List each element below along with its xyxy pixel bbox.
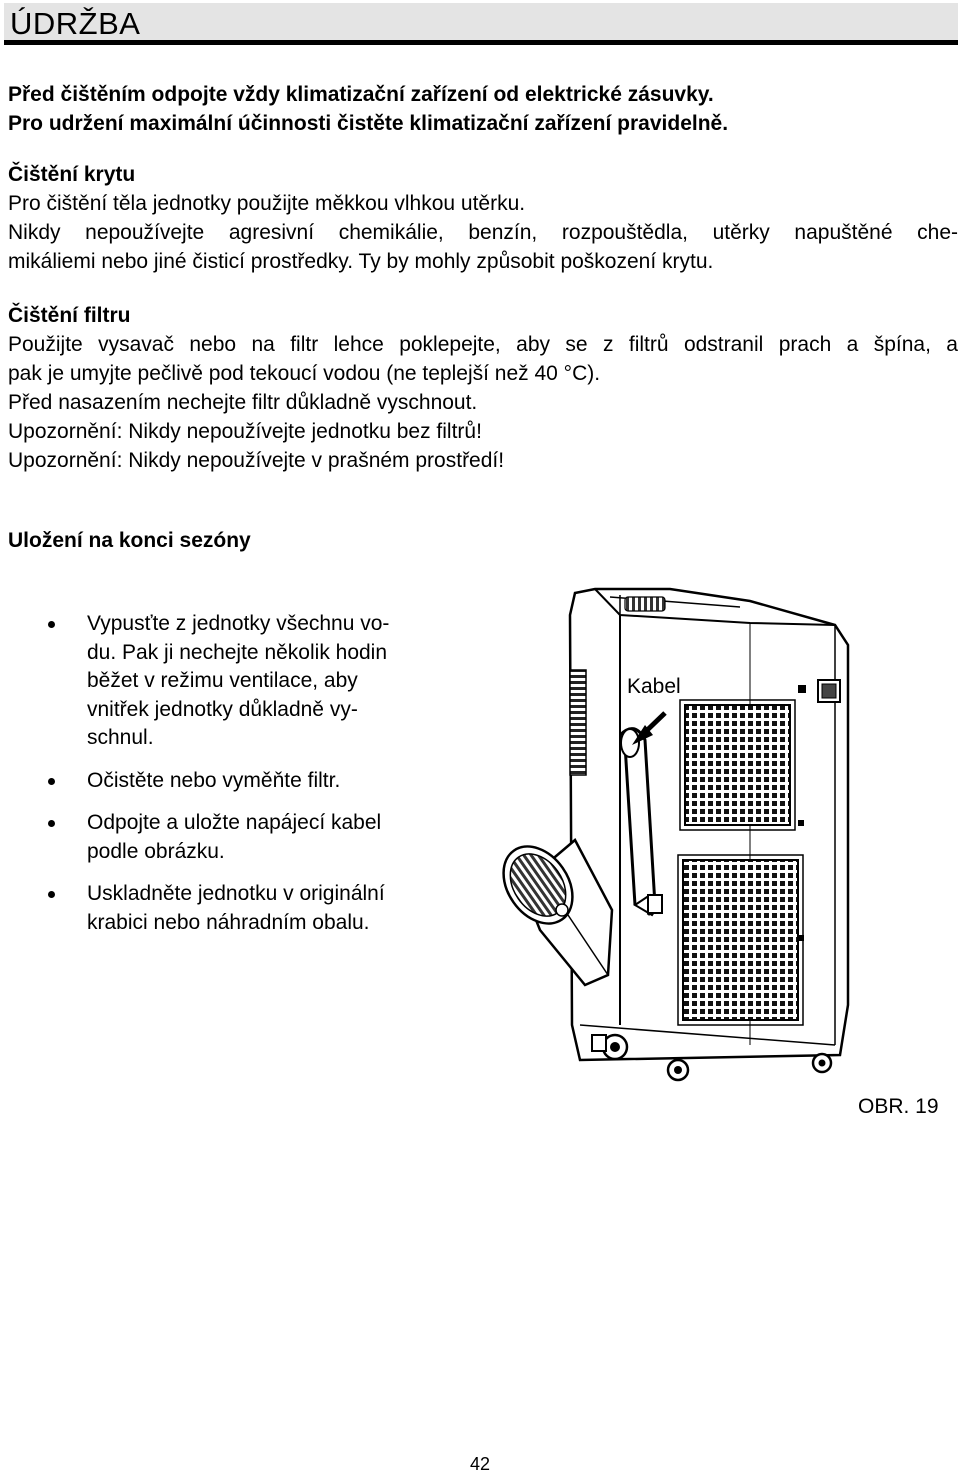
list-item [40,809,450,866]
page-title: ÚDRŽBA [10,6,141,41]
section-heading: Čištění filtru [8,304,131,327]
cover-cleaning-section [8,160,958,276]
paragraph-line: pak je umyjte pečlivě pod tekoucí vodou (ne teplejší než 40 °C). [8,362,601,385]
paragraph-line: Použijte vysavač nebo na filtr lehce poklepejte, aby se z filtrů odstranil prach a špína, a [8,333,958,356]
intro-block [8,80,958,138]
bullet-icon [48,820,55,827]
list-item-line: krabici nebo náhradním obalu. [87,910,370,934]
figure-caption: OBR. 19 [858,1095,939,1118]
list-item-line: schnul. [87,726,154,749]
air-conditioner-drawing [500,585,860,1090]
section-heading: Čištění krytu [8,163,136,186]
header-bar [4,3,958,45]
storage-bullet-list [40,610,450,951]
intro-line: Před čištěním odpojte vždy klimatizační zařízení od elektrické zásuvky. [8,83,714,106]
list-item-line: Uskladněte jednotku v originální [87,882,385,905]
paragraph-line: Pro čištění těla jednotky použijte měkkou vlhkou utěrku. [8,192,526,215]
list-item [40,880,450,937]
air-conditioner-illustration [500,585,860,1090]
paragraph-line: mikáliemi nebo jiné čisticí prostředky. Ty by mohly způsobit poškození krytu. [8,250,714,273]
bullet-icon [48,891,55,898]
list-item-line: podle obrázku. [87,839,225,863]
list-item-line: vnitřek jednotky důkladně vy- [87,697,358,721]
list-item-line: du. Pak ji nechejte několik hodin [87,640,388,664]
section-heading-storage: Uložení na konci sezóny [8,529,251,552]
list-item [40,767,450,796]
paragraph-line: Nikdy nepoužívejte agresivní chemikálie, benzín, rozpouštědla, utěrky napuštěné che- [8,221,958,244]
list-item [40,610,450,753]
list-item-line: běžet v režimu ventilace, aby [87,669,358,692]
warning-line: Upozornění: Nikdy nepoužívejte v prašném prostředí! [8,449,505,472]
warning-line: Upozornění: Nikdy nepoužívejte jednotku bez filtrů! [8,420,482,443]
cable-callout-label: Kabel [627,675,681,698]
filter-cleaning-section [8,301,958,475]
bullet-icon [48,778,55,785]
list-item-line: Očistěte nebo vyměňte filtr. [87,768,341,792]
list-item-line: Vypusťte z jednotky všechnu vo- [87,612,390,635]
list-item-line: Odpojte a uložte napájecí kabel [87,811,382,834]
intro-line: Pro udržení maximální účinnosti čistěte klimatizační zařízení pravidelně. [8,112,729,135]
page-number: 42 [469,1454,491,1474]
bullet-icon [48,621,55,628]
paragraph-line: Před nasazením nechejte filtr důkladně vyschnout. [8,391,478,414]
